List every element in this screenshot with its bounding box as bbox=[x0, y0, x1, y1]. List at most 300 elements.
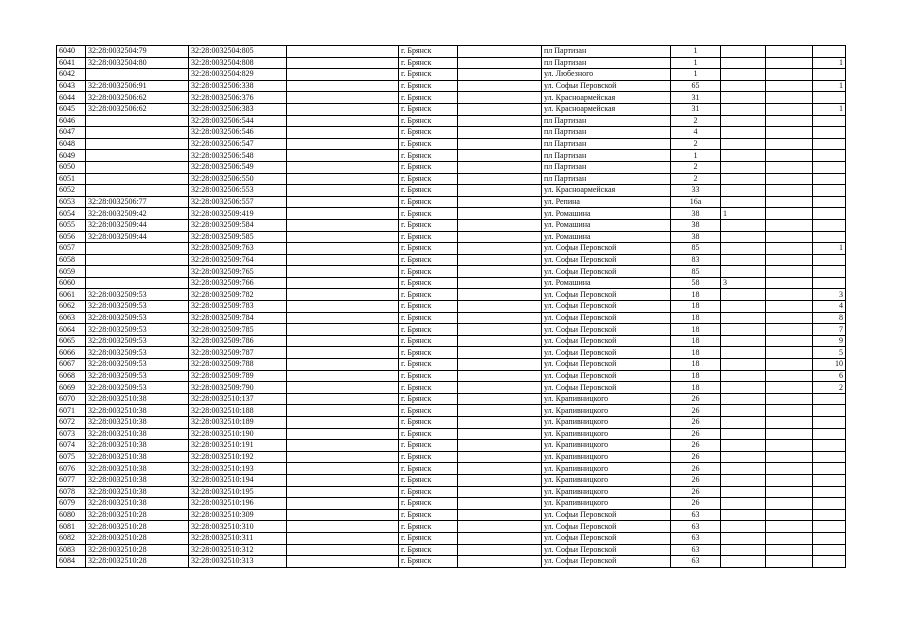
parcel-cad-number-cell bbox=[86, 115, 189, 127]
flat-number-cell bbox=[813, 440, 846, 452]
table-row bbox=[57, 347, 846, 359]
city-cell: г. Брянск bbox=[399, 393, 458, 405]
property-register-table bbox=[56, 45, 846, 568]
row-number-cell: 6067 bbox=[57, 359, 86, 371]
flat-number-cell: 10 bbox=[813, 359, 846, 371]
extra-1-cell bbox=[721, 393, 766, 405]
extra-1-cell bbox=[721, 486, 766, 498]
street-cell: пл Партизан bbox=[542, 57, 671, 69]
table-row bbox=[57, 80, 846, 92]
extra-1-cell bbox=[721, 405, 766, 417]
blank-col-2-cell bbox=[458, 463, 542, 475]
table-row bbox=[57, 428, 846, 440]
blank-col-2-cell bbox=[458, 486, 542, 498]
street-cell: ул. Софьи Перовской bbox=[542, 370, 671, 382]
row-number-cell: 6076 bbox=[57, 463, 86, 475]
table-row bbox=[57, 277, 846, 289]
flat-number-cell: 7 bbox=[813, 324, 846, 336]
table-row bbox=[57, 127, 846, 139]
table-row bbox=[57, 103, 846, 115]
blank-col-2-cell bbox=[458, 498, 542, 510]
house-number-cell: 38 bbox=[671, 231, 721, 243]
city-cell: г. Брянск bbox=[399, 486, 458, 498]
row-number-cell: 6060 bbox=[57, 277, 86, 289]
table-row bbox=[57, 173, 846, 185]
blank-col-2-cell bbox=[458, 289, 542, 301]
parcel-cad-number-cell: 32:28:0032509:53 bbox=[86, 370, 189, 382]
table-row bbox=[57, 231, 846, 243]
parcel-cad-number-cell: 32:28:0032510:38 bbox=[86, 486, 189, 498]
flat-number-cell bbox=[813, 451, 846, 463]
parcel-cad-number-cell: 32:28:0032510:38 bbox=[86, 440, 189, 452]
table-row bbox=[57, 69, 846, 81]
street-cell: ул. Софьи Перовской bbox=[542, 254, 671, 266]
blank-col-2-cell bbox=[458, 138, 542, 150]
object-cad-number-cell: 32:28:0032504:808 bbox=[189, 57, 287, 69]
street-cell: ул. Крапивницкого bbox=[542, 428, 671, 440]
flat-number-cell bbox=[813, 393, 846, 405]
table-row bbox=[57, 544, 846, 556]
extra-2-cell bbox=[766, 219, 813, 231]
extra-1-cell bbox=[721, 266, 766, 278]
blank-col-2-cell bbox=[458, 219, 542, 231]
flat-number-cell bbox=[813, 161, 846, 173]
street-cell: ул. Крапивницкого bbox=[542, 393, 671, 405]
flat-number-cell bbox=[813, 185, 846, 197]
blank-col-2-cell bbox=[458, 451, 542, 463]
row-number-cell: 6082 bbox=[57, 532, 86, 544]
blank-col-2-cell bbox=[458, 428, 542, 440]
blank-col-cell bbox=[287, 208, 399, 220]
city-cell: г. Брянск bbox=[399, 138, 458, 150]
flat-number-cell: 1 bbox=[813, 57, 846, 69]
extra-1-cell bbox=[721, 474, 766, 486]
street-cell: ул. Софьи Перовской bbox=[542, 301, 671, 313]
blank-col-2-cell bbox=[458, 57, 542, 69]
extra-2-cell bbox=[766, 463, 813, 475]
object-cad-number-cell: 32:28:0032509:788 bbox=[189, 359, 287, 371]
house-number-cell: 31 bbox=[671, 103, 721, 115]
parcel-cad-number-cell: 32:28:0032509:53 bbox=[86, 301, 189, 313]
street-cell: ул. Красноармейская bbox=[542, 103, 671, 115]
city-cell: г. Брянск bbox=[399, 92, 458, 104]
object-cad-number-cell: 32:28:0032506:549 bbox=[189, 161, 287, 173]
row-number-cell: 6069 bbox=[57, 382, 86, 394]
object-cad-number-cell: 32:28:0032509:786 bbox=[189, 335, 287, 347]
parcel-cad-number-cell: 32:28:0032510:28 bbox=[86, 544, 189, 556]
row-number-cell: 6045 bbox=[57, 103, 86, 115]
street-cell: ул. Любезного bbox=[542, 69, 671, 81]
table-row bbox=[57, 243, 846, 255]
extra-2-cell bbox=[766, 92, 813, 104]
parcel-cad-number-cell: 32:28:0032504:79 bbox=[86, 46, 189, 58]
city-cell: г. Брянск bbox=[399, 301, 458, 313]
street-cell: пл Партизан bbox=[542, 150, 671, 162]
street-cell: пл Партизан bbox=[542, 173, 671, 185]
street-cell: ул. Крапивницкого bbox=[542, 417, 671, 429]
table-row bbox=[57, 451, 846, 463]
extra-1-cell: 3 bbox=[721, 277, 766, 289]
city-cell: г. Брянск bbox=[399, 428, 458, 440]
object-cad-number-cell: 32:28:0032510:191 bbox=[189, 440, 287, 452]
street-cell: ул. Красноармейская bbox=[542, 92, 671, 104]
flat-number-cell: 9 bbox=[813, 335, 846, 347]
row-number-cell: 6075 bbox=[57, 451, 86, 463]
extra-1-cell bbox=[721, 127, 766, 139]
table-row bbox=[57, 556, 846, 568]
parcel-cad-number-cell bbox=[86, 161, 189, 173]
object-cad-number-cell: 32:28:0032510:311 bbox=[189, 532, 287, 544]
street-cell: ул. Софьи Перовской bbox=[542, 80, 671, 92]
city-cell: г. Брянск bbox=[399, 80, 458, 92]
blank-col-cell bbox=[287, 428, 399, 440]
blank-col-cell bbox=[287, 417, 399, 429]
parcel-cad-number-cell bbox=[86, 138, 189, 150]
street-cell: ул. Ромашина bbox=[542, 208, 671, 220]
city-cell: г. Брянск bbox=[399, 370, 458, 382]
table-body bbox=[57, 46, 846, 568]
table-row bbox=[57, 335, 846, 347]
flat-number-cell: 1 bbox=[813, 80, 846, 92]
parcel-cad-number-cell: 32:28:0032510:38 bbox=[86, 428, 189, 440]
flat-number-cell bbox=[813, 92, 846, 104]
row-number-cell: 6066 bbox=[57, 347, 86, 359]
row-number-cell: 6055 bbox=[57, 219, 86, 231]
city-cell: г. Брянск bbox=[399, 46, 458, 58]
house-number-cell: 38 bbox=[671, 219, 721, 231]
street-cell: ул. Софьи Перовской bbox=[542, 544, 671, 556]
parcel-cad-number-cell: 32:28:0032509:53 bbox=[86, 289, 189, 301]
object-cad-number-cell: 32:28:0032510:188 bbox=[189, 405, 287, 417]
blank-col-cell bbox=[287, 243, 399, 255]
extra-2-cell bbox=[766, 266, 813, 278]
flat-number-cell bbox=[813, 138, 846, 150]
flat-number-cell: 1 bbox=[813, 243, 846, 255]
extra-2-cell bbox=[766, 127, 813, 139]
street-cell: ул. Софьи Перовской bbox=[542, 382, 671, 394]
house-number-cell: 18 bbox=[671, 324, 721, 336]
extra-2-cell bbox=[766, 57, 813, 69]
parcel-cad-number-cell: 32:28:0032506:62 bbox=[86, 103, 189, 115]
table-row bbox=[57, 57, 846, 69]
extra-1-cell bbox=[721, 103, 766, 115]
blank-col-2-cell bbox=[458, 347, 542, 359]
object-cad-number-cell: 32:28:0032509:763 bbox=[189, 243, 287, 255]
flat-number-cell: 1 bbox=[813, 103, 846, 115]
parcel-cad-number-cell bbox=[86, 277, 189, 289]
row-number-cell: 6078 bbox=[57, 486, 86, 498]
blank-col-cell bbox=[287, 266, 399, 278]
extra-2-cell bbox=[766, 69, 813, 81]
blank-col-2-cell bbox=[458, 46, 542, 58]
blank-col-cell bbox=[287, 324, 399, 336]
parcel-cad-number-cell: 32:28:0032510:38 bbox=[86, 417, 189, 429]
blank-col-cell bbox=[287, 521, 399, 533]
street-cell: пл Партизан bbox=[542, 138, 671, 150]
blank-col-2-cell bbox=[458, 544, 542, 556]
city-cell: г. Брянск bbox=[399, 277, 458, 289]
row-number-cell: 6050 bbox=[57, 161, 86, 173]
parcel-cad-number-cell: 32:28:0032506:77 bbox=[86, 196, 189, 208]
extra-1-cell bbox=[721, 359, 766, 371]
blank-col-cell bbox=[287, 127, 399, 139]
blank-col-cell bbox=[287, 231, 399, 243]
extra-2-cell bbox=[766, 521, 813, 533]
extra-1-cell bbox=[721, 196, 766, 208]
table-row bbox=[57, 138, 846, 150]
object-cad-number-cell: 32:28:0032509:765 bbox=[189, 266, 287, 278]
street-cell: ул. Софьи Перовской bbox=[542, 509, 671, 521]
blank-col-cell bbox=[287, 359, 399, 371]
parcel-cad-number-cell: 32:28:0032510:38 bbox=[86, 451, 189, 463]
row-number-cell: 6065 bbox=[57, 335, 86, 347]
extra-2-cell bbox=[766, 115, 813, 127]
street-cell: ул. Красноармейская bbox=[542, 185, 671, 197]
object-cad-number-cell: 32:28:0032509:782 bbox=[189, 289, 287, 301]
city-cell: г. Брянск bbox=[399, 150, 458, 162]
parcel-cad-number-cell bbox=[86, 243, 189, 255]
table-row bbox=[57, 301, 846, 313]
blank-col-cell bbox=[287, 509, 399, 521]
flat-number-cell bbox=[813, 150, 846, 162]
blank-col-cell bbox=[287, 150, 399, 162]
street-cell: пл Партизан bbox=[542, 161, 671, 173]
row-number-cell: 6068 bbox=[57, 370, 86, 382]
city-cell: г. Брянск bbox=[399, 521, 458, 533]
parcel-cad-number-cell bbox=[86, 266, 189, 278]
flat-number-cell bbox=[813, 498, 846, 510]
house-number-cell: 63 bbox=[671, 521, 721, 533]
street-cell: ул. Крапивницкого bbox=[542, 463, 671, 475]
flat-number-cell bbox=[813, 69, 846, 81]
house-number-cell: 18 bbox=[671, 335, 721, 347]
extra-2-cell bbox=[766, 370, 813, 382]
extra-1-cell bbox=[721, 219, 766, 231]
blank-col-2-cell bbox=[458, 173, 542, 185]
house-number-cell: 18 bbox=[671, 370, 721, 382]
extra-2-cell bbox=[766, 359, 813, 371]
extra-1-cell bbox=[721, 382, 766, 394]
blank-col-cell bbox=[287, 254, 399, 266]
flat-number-cell: 3 bbox=[813, 289, 846, 301]
extra-1-cell bbox=[721, 92, 766, 104]
street-cell: ул. Ромашина bbox=[542, 231, 671, 243]
house-number-cell: 26 bbox=[671, 498, 721, 510]
extra-1-cell bbox=[721, 80, 766, 92]
flat-number-cell bbox=[813, 231, 846, 243]
blank-col-cell bbox=[287, 463, 399, 475]
flat-number-cell bbox=[813, 486, 846, 498]
blank-col-2-cell bbox=[458, 150, 542, 162]
row-number-cell: 6077 bbox=[57, 474, 86, 486]
house-number-cell: 26 bbox=[671, 428, 721, 440]
extra-1-cell bbox=[721, 185, 766, 197]
row-number-cell: 6047 bbox=[57, 127, 86, 139]
city-cell: г. Брянск bbox=[399, 231, 458, 243]
blank-col-cell bbox=[287, 115, 399, 127]
extra-1-cell: 1 bbox=[721, 208, 766, 220]
flat-number-cell bbox=[813, 173, 846, 185]
extra-2-cell bbox=[766, 532, 813, 544]
house-number-cell: 18 bbox=[671, 347, 721, 359]
extra-2-cell bbox=[766, 277, 813, 289]
street-cell: ул. Софьи Перовской bbox=[542, 347, 671, 359]
row-number-cell: 6044 bbox=[57, 92, 86, 104]
house-number-cell: 18 bbox=[671, 312, 721, 324]
blank-col-cell bbox=[287, 370, 399, 382]
blank-col-2-cell bbox=[458, 161, 542, 173]
house-number-cell: 85 bbox=[671, 266, 721, 278]
blank-col-2-cell bbox=[458, 103, 542, 115]
extra-2-cell bbox=[766, 417, 813, 429]
extra-2-cell bbox=[766, 173, 813, 185]
blank-col-cell bbox=[287, 405, 399, 417]
blank-col-2-cell bbox=[458, 324, 542, 336]
extra-2-cell bbox=[766, 208, 813, 220]
extra-1-cell bbox=[721, 544, 766, 556]
table-row bbox=[57, 532, 846, 544]
object-cad-number-cell: 32:28:0032509:419 bbox=[189, 208, 287, 220]
city-cell: г. Брянск bbox=[399, 196, 458, 208]
parcel-cad-number-cell: 32:28:0032509:44 bbox=[86, 219, 189, 231]
flat-number-cell bbox=[813, 277, 846, 289]
object-cad-number-cell: 32:28:0032506:553 bbox=[189, 185, 287, 197]
parcel-cad-number-cell: 32:28:0032509:42 bbox=[86, 208, 189, 220]
extra-2-cell bbox=[766, 301, 813, 313]
house-number-cell: 58 bbox=[671, 277, 721, 289]
street-cell: ул. Крапивницкого bbox=[542, 405, 671, 417]
blank-col-2-cell bbox=[458, 277, 542, 289]
blank-col-2-cell bbox=[458, 115, 542, 127]
extra-1-cell bbox=[721, 440, 766, 452]
extra-1-cell bbox=[721, 312, 766, 324]
blank-col-cell bbox=[287, 556, 399, 568]
table-row bbox=[57, 486, 846, 498]
house-number-cell: 1 bbox=[671, 150, 721, 162]
flat-number-cell bbox=[813, 509, 846, 521]
city-cell: г. Брянск bbox=[399, 173, 458, 185]
row-number-cell: 6057 bbox=[57, 243, 86, 255]
blank-col-cell bbox=[287, 138, 399, 150]
house-number-cell: 31 bbox=[671, 92, 721, 104]
flat-number-cell bbox=[813, 208, 846, 220]
object-cad-number-cell: 32:28:0032509:783 bbox=[189, 301, 287, 313]
row-number-cell: 6053 bbox=[57, 196, 86, 208]
object-cad-number-cell: 32:28:0032510:195 bbox=[189, 486, 287, 498]
blank-col-cell bbox=[287, 451, 399, 463]
blank-col-cell bbox=[287, 277, 399, 289]
blank-col-2-cell bbox=[458, 359, 542, 371]
city-cell: г. Брянск bbox=[399, 115, 458, 127]
table-row bbox=[57, 324, 846, 336]
parcel-cad-number-cell bbox=[86, 127, 189, 139]
city-cell: г. Брянск bbox=[399, 324, 458, 336]
blank-col-cell bbox=[287, 486, 399, 498]
table-row bbox=[57, 196, 846, 208]
table-row bbox=[57, 498, 846, 510]
house-number-cell: 26 bbox=[671, 486, 721, 498]
parcel-cad-number-cell: 32:28:0032510:28 bbox=[86, 556, 189, 568]
house-number-cell: 33 bbox=[671, 185, 721, 197]
blank-col-cell bbox=[287, 196, 399, 208]
parcel-cad-number-cell: 32:28:0032506:62 bbox=[86, 92, 189, 104]
blank-col-2-cell bbox=[458, 196, 542, 208]
row-number-cell: 6040 bbox=[57, 46, 86, 58]
object-cad-number-cell: 32:28:0032510:190 bbox=[189, 428, 287, 440]
street-cell: ул. Крапивницкого bbox=[542, 440, 671, 452]
row-number-cell: 6054 bbox=[57, 208, 86, 220]
city-cell: г. Брянск bbox=[399, 451, 458, 463]
house-number-cell: 63 bbox=[671, 544, 721, 556]
extra-1-cell bbox=[721, 521, 766, 533]
extra-2-cell bbox=[766, 544, 813, 556]
extra-1-cell bbox=[721, 556, 766, 568]
street-cell: ул. Софьи Перовской bbox=[542, 521, 671, 533]
extra-1-cell bbox=[721, 231, 766, 243]
blank-col-cell bbox=[287, 301, 399, 313]
blank-col-2-cell bbox=[458, 370, 542, 382]
extra-2-cell bbox=[766, 80, 813, 92]
row-number-cell: 6071 bbox=[57, 405, 86, 417]
extra-1-cell bbox=[721, 498, 766, 510]
blank-col-cell bbox=[287, 393, 399, 405]
object-cad-number-cell: 32:28:0032509:784 bbox=[189, 312, 287, 324]
parcel-cad-number-cell: 32:28:0032509:53 bbox=[86, 335, 189, 347]
blank-col-2-cell bbox=[458, 417, 542, 429]
row-number-cell: 6061 bbox=[57, 289, 86, 301]
object-cad-number-cell: 32:28:0032506:550 bbox=[189, 173, 287, 185]
parcel-cad-number-cell bbox=[86, 254, 189, 266]
house-number-cell: 1 bbox=[671, 57, 721, 69]
object-cad-number-cell: 32:28:0032506:544 bbox=[189, 115, 287, 127]
blank-col-cell bbox=[287, 92, 399, 104]
extra-1-cell bbox=[721, 335, 766, 347]
table-row bbox=[57, 393, 846, 405]
blank-col-cell bbox=[287, 532, 399, 544]
parcel-cad-number-cell: 32:28:0032510:38 bbox=[86, 474, 189, 486]
extra-1-cell bbox=[721, 69, 766, 81]
blank-col-cell bbox=[287, 57, 399, 69]
object-cad-number-cell: 32:28:0032509:787 bbox=[189, 347, 287, 359]
table-row bbox=[57, 312, 846, 324]
extra-1-cell bbox=[721, 301, 766, 313]
row-number-cell: 6056 bbox=[57, 231, 86, 243]
extra-1-cell bbox=[721, 243, 766, 255]
object-cad-number-cell: 32:28:0032509:790 bbox=[189, 382, 287, 394]
row-number-cell: 6051 bbox=[57, 173, 86, 185]
street-cell: ул. Софьи Перовской bbox=[542, 335, 671, 347]
blank-col-cell bbox=[287, 46, 399, 58]
city-cell: г. Брянск bbox=[399, 417, 458, 429]
parcel-cad-number-cell: 32:28:0032509:53 bbox=[86, 382, 189, 394]
object-cad-number-cell: 32:28:0032510:313 bbox=[189, 556, 287, 568]
row-number-cell: 6084 bbox=[57, 556, 86, 568]
table-row bbox=[57, 266, 846, 278]
object-cad-number-cell: 32:28:0032510:310 bbox=[189, 521, 287, 533]
extra-1-cell bbox=[721, 254, 766, 266]
house-number-cell: 2 bbox=[671, 173, 721, 185]
object-cad-number-cell: 32:28:0032510:312 bbox=[189, 544, 287, 556]
extra-2-cell bbox=[766, 498, 813, 510]
house-number-cell: 26 bbox=[671, 393, 721, 405]
flat-number-cell bbox=[813, 556, 846, 568]
extra-2-cell bbox=[766, 393, 813, 405]
object-cad-number-cell: 32:28:0032510:309 bbox=[189, 509, 287, 521]
blank-col-2-cell bbox=[458, 185, 542, 197]
parcel-cad-number-cell bbox=[86, 69, 189, 81]
parcel-cad-number-cell: 32:28:0032509:53 bbox=[86, 324, 189, 336]
extra-2-cell bbox=[766, 486, 813, 498]
